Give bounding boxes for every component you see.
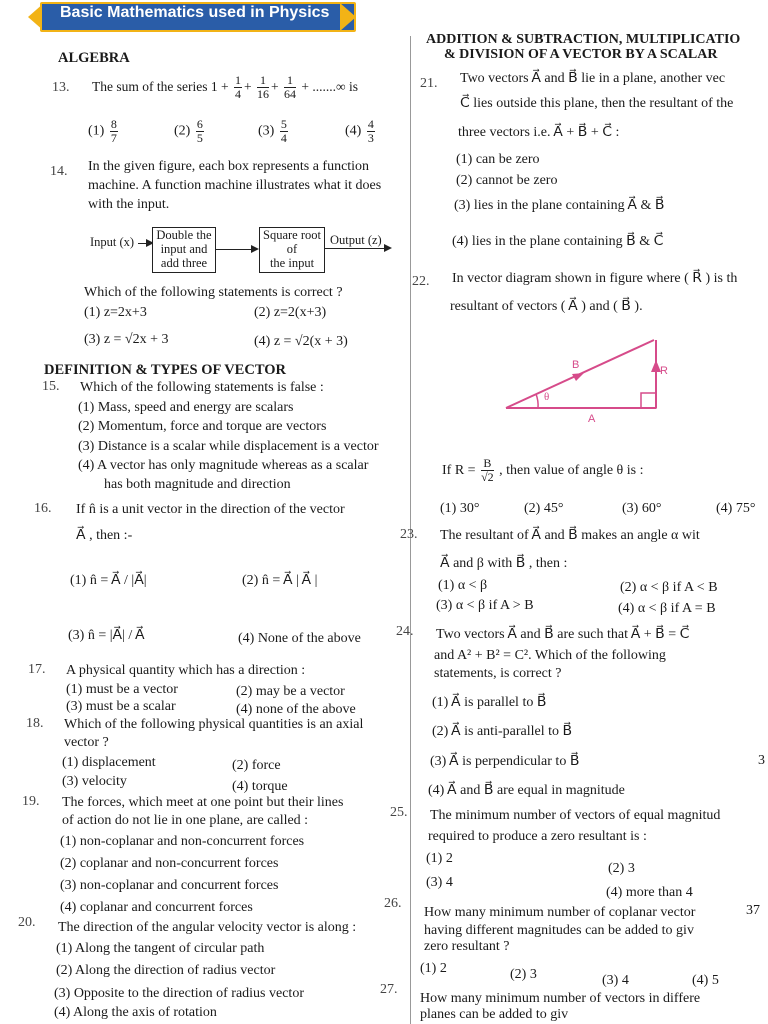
question-text: The resultant of A⃗ and B⃗ makes an angle α wit bbox=[440, 528, 700, 543]
option[interactable]: (1) can be zero bbox=[456, 152, 540, 167]
option[interactable]: (3) z = √2x + 3 bbox=[84, 332, 169, 347]
option[interactable]: (2) cannot be zero bbox=[456, 173, 558, 188]
question-text: In the given figure, each box represents a function bbox=[88, 159, 370, 174]
question-number: 17. bbox=[28, 662, 46, 677]
option[interactable]: (2) may be a vector bbox=[236, 684, 345, 699]
vector-b-arrowhead bbox=[572, 373, 584, 381]
margin-number: 37 bbox=[746, 903, 760, 918]
option[interactable]: (1) Along the tangent of circular path bbox=[56, 941, 265, 956]
option[interactable]: (3) Distance is a scalar while displacement is a vector bbox=[78, 439, 379, 454]
arrow-line bbox=[215, 249, 253, 250]
question-text: Which of the following statements is false : bbox=[80, 380, 324, 395]
question-number: 13. bbox=[52, 80, 70, 95]
option[interactable]: (3) $\frac{5}{4}$ bbox=[258, 117, 287, 145]
option[interactable]: (3) non-coplanar and concurrent forces bbox=[60, 878, 279, 893]
fraction: $\frac{1}{4}$ bbox=[234, 73, 241, 102]
question-number: 22. bbox=[412, 274, 430, 289]
option[interactable]: (1) n̂ = A⃗ / |A⃗| bbox=[70, 573, 147, 588]
diagram-input-label: Input (x) bbox=[90, 235, 135, 249]
option[interactable]: (2) n̂ = A⃗ | A⃗ | bbox=[242, 573, 318, 588]
option[interactable]: (2) coplanar and non-concurrent forces bbox=[60, 856, 279, 871]
question-number: 19. bbox=[22, 794, 40, 809]
question-number: 24. bbox=[396, 624, 414, 639]
option[interactable]: (4) 75° bbox=[716, 501, 756, 516]
question-text: machine. A function machine illustrates what it does bbox=[88, 178, 382, 193]
option[interactable]: (4) None of the above bbox=[238, 631, 361, 646]
fraction: $\frac{1}{16}$ bbox=[256, 73, 269, 102]
question-text: required to produce a zero resultant is : bbox=[428, 829, 647, 844]
option[interactable]: (3) n̂ = |A⃗| / A⃗ bbox=[68, 628, 145, 643]
option[interactable]: (1) A⃗ is parallel to B⃗ bbox=[432, 695, 547, 710]
option[interactable]: (4) none of the above bbox=[236, 702, 356, 717]
option[interactable]: (4) A⃗ and B⃗ are equal in magnitude bbox=[428, 783, 625, 798]
section-heading-algebra: ALGEBRA bbox=[58, 50, 130, 66]
option[interactable]: (3) Opposite to the direction of radius vector bbox=[54, 986, 304, 1001]
question-text: three vectors i.e. A⃗ + B⃗ + C⃗ : bbox=[458, 125, 620, 140]
option[interactable]: (1) 30° bbox=[440, 501, 480, 516]
option[interactable]: (2) z=2(x+3) bbox=[254, 305, 327, 320]
question-text: resultant of vectors ( A⃗ ) and ( B⃗ ). bbox=[450, 299, 643, 314]
question-22-condition: If R = $\frac{B}{√2}$ , then value of angle θ is : bbox=[442, 456, 644, 485]
option[interactable]: (3) velocity bbox=[62, 774, 127, 789]
option[interactable]: (4) A vector has only magnitude whereas as a scalar bbox=[78, 458, 369, 473]
option[interactable]: (2) 3 bbox=[510, 967, 537, 982]
option[interactable]: (1) 2 bbox=[426, 851, 453, 866]
option[interactable]: (3) 4 bbox=[602, 973, 629, 988]
option[interactable]: (1) non-coplanar and non-concurrent forces bbox=[60, 834, 305, 849]
option[interactable]: (3) 4 bbox=[426, 875, 453, 890]
question-number: 14. bbox=[50, 164, 68, 179]
option[interactable]: (4) coplanar and concurrent forces bbox=[60, 900, 253, 915]
chapter-title: Basic Mathematics used in Physics bbox=[60, 4, 330, 21]
label-r: R bbox=[660, 365, 668, 377]
label-a: A bbox=[588, 413, 596, 425]
question-text: A⃗ , then :- bbox=[76, 528, 133, 543]
option[interactable]: (4) more than 4 bbox=[606, 885, 693, 900]
question-text: The minimum number of vectors of equal magnitud bbox=[430, 808, 721, 823]
option[interactable]: (2) 3 bbox=[608, 861, 635, 876]
option[interactable]: (2) α < β if A < B bbox=[620, 580, 718, 595]
question-text: zero resultant ? bbox=[424, 939, 510, 954]
option[interactable]: (1) must be a vector bbox=[66, 682, 178, 697]
question-number: 18. bbox=[26, 716, 44, 731]
option[interactable]: (3) 60° bbox=[622, 501, 662, 516]
question-number: 27. bbox=[380, 982, 398, 997]
margin-number: 3 bbox=[758, 753, 765, 768]
option[interactable]: (2) Along the direction of radius vector bbox=[56, 963, 276, 978]
question-text: having different magnitudes can be added to giv bbox=[424, 923, 694, 938]
question-number: 21. bbox=[420, 76, 438, 91]
question-text: If n̂ is a unit vector in the direction of the vector bbox=[76, 502, 345, 517]
option[interactable]: (3) α < β if A > B bbox=[436, 598, 534, 613]
angle-arc bbox=[536, 394, 538, 408]
question-number: 15. bbox=[42, 379, 60, 394]
option[interactable]: (1) Mass, speed and energy are scalars bbox=[78, 400, 294, 415]
question-number: 26. bbox=[384, 896, 402, 911]
option[interactable]: (4) 5 bbox=[692, 973, 719, 988]
option[interactable]: (4) α < β if A = B bbox=[618, 601, 716, 616]
option[interactable]: (4) z = √2(x + 3) bbox=[254, 334, 348, 349]
label-b: B bbox=[572, 359, 580, 371]
option[interactable]: (3) lies in the plane containing A⃗ & B⃗ bbox=[454, 198, 665, 213]
option[interactable]: (2) A⃗ is anti-parallel to B⃗ bbox=[432, 724, 573, 739]
question-text: C⃗ lies outside this plane, then the resultant of the bbox=[460, 96, 734, 111]
option[interactable]: (1) displacement bbox=[62, 755, 156, 770]
right-angle-mark bbox=[641, 393, 656, 408]
question-13-text: The sum of the series 1 + $\frac{1}{4}$ + $\frac{1}{16}$ + $\frac{1}{64}$ + .......∞ is bbox=[92, 73, 358, 102]
option[interactable]: (2) $\frac{6}{5}$ bbox=[174, 117, 203, 145]
banner-right-arrow bbox=[340, 3, 356, 31]
question-text: How many minimum number of vectors in differe bbox=[420, 991, 701, 1006]
section-heading-definition: DEFINITION & TYPES OF VECTOR bbox=[44, 362, 286, 378]
question-number: 20. bbox=[18, 915, 36, 930]
question-text: A physical quantity which has a direction : bbox=[66, 663, 306, 678]
option[interactable]: (4) lies in the plane containing B⃗ & C⃗ bbox=[452, 234, 664, 249]
question-text: The forces, which meet at one point but their lines bbox=[62, 795, 344, 810]
fraction: $\frac{1}{64}$ bbox=[283, 73, 296, 102]
function-box-sqrt: Square root of the input bbox=[259, 227, 325, 273]
arrow-head bbox=[251, 245, 259, 253]
section-heading-addition: ADDITION & SUBTRACTION, MULTIPLICATIO bbox=[426, 32, 741, 47]
question-text: Two vectors A⃗ and B⃗ lie in a plane, another vec bbox=[460, 71, 726, 86]
question-text: vector ? bbox=[64, 735, 109, 750]
option[interactable]: (2) Momentum, force and torque are vectors bbox=[78, 419, 327, 434]
question-text: with the input. bbox=[88, 197, 170, 212]
option[interactable]: (3) A⃗ is perpendicular to B⃗ bbox=[430, 754, 580, 769]
function-box-double: Double the input and add three bbox=[152, 227, 216, 273]
option[interactable]: (2) force bbox=[232, 758, 281, 773]
question-text: of action do not lie in one plane, are called : bbox=[62, 813, 309, 828]
question-text: and A² + B² = C². Which of the following bbox=[434, 648, 666, 663]
option[interactable]: (2) 45° bbox=[524, 501, 564, 516]
question-number: 16. bbox=[34, 501, 52, 516]
option[interactable]: (4) $\frac{4}{3}$ bbox=[345, 117, 374, 145]
option[interactable]: (1) 2 bbox=[420, 961, 447, 976]
question-text: statements, is correct ? bbox=[434, 666, 562, 681]
arrow-line bbox=[325, 248, 385, 249]
diagram-output-label: Output (z) bbox=[330, 233, 382, 247]
question-text: In vector diagram shown in figure where ( R⃗ ) is th bbox=[452, 271, 738, 286]
question-text: The direction of the angular velocity vector is along : bbox=[58, 920, 357, 935]
option[interactable]: (1) $\frac{8}{7}$ bbox=[88, 117, 117, 145]
option[interactable]: (4) torque bbox=[232, 779, 288, 794]
option[interactable]: (1) z=2x+3 bbox=[84, 305, 147, 320]
question-text: planes can be added to giv bbox=[420, 1007, 569, 1022]
question-text: Which of the following statements is correct ? bbox=[84, 285, 343, 300]
label-theta: θ bbox=[544, 391, 550, 403]
question-number: 23. bbox=[400, 527, 418, 542]
question-text: How many minimum number of coplanar vector bbox=[424, 905, 696, 920]
question-text: Which of the following physical quantities is an axial bbox=[64, 717, 364, 732]
question-number: 25. bbox=[390, 805, 408, 820]
option[interactable]: (4) Along the axis of rotation bbox=[54, 1005, 217, 1020]
option[interactable]: (1) α < β bbox=[438, 578, 488, 593]
option[interactable]: (3) must be a scalar bbox=[66, 699, 176, 714]
option-continued: has both magnitude and direction bbox=[104, 477, 291, 492]
section-heading-division: & DIVISION OF A VECTOR BY A SCALAR bbox=[444, 47, 718, 62]
arrow-head bbox=[384, 244, 392, 252]
question-text: A⃗ and β with B⃗ , then : bbox=[440, 556, 568, 571]
vector-triangle-diagram bbox=[500, 330, 680, 425]
question-text: Two vectors A⃗ and B⃗ are such that A⃗ + B⃗ = C⃗ bbox=[436, 627, 690, 642]
